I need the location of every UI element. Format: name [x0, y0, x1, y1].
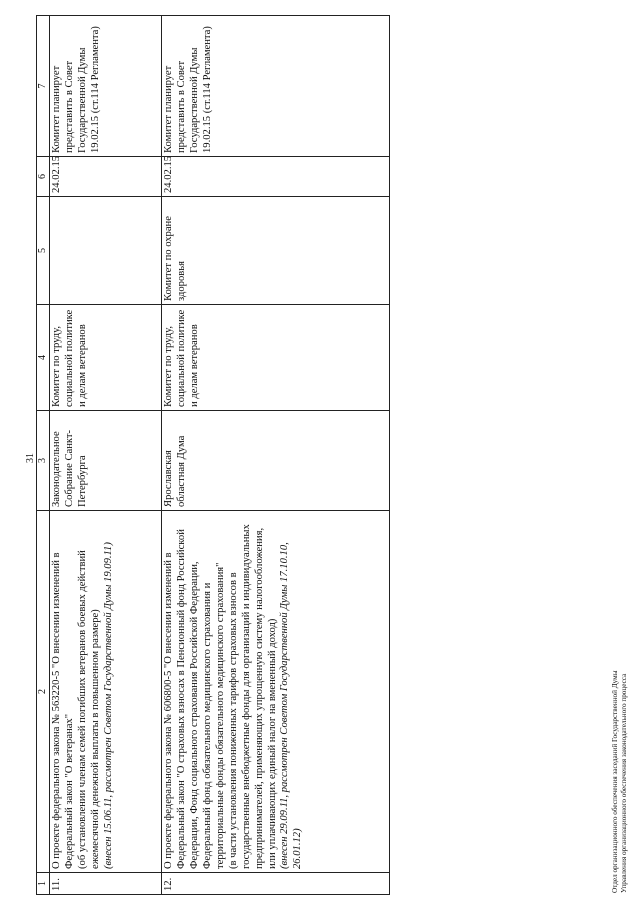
plan-cell: Комитет планирует представить в Совет Государственной Думы 19.02.15 (ст.114 Регламента) [50, 16, 162, 157]
table-row [162, 16, 390, 895]
footer-line: Управления организационного обеспечения законодательного процесса [620, 673, 628, 893]
table-header-row [37, 16, 50, 895]
bill-cell [50, 511, 162, 873]
initiator-cell: Ярославская областная Дума [162, 411, 390, 511]
co-committee-cell [50, 197, 162, 305]
table-row [50, 16, 162, 895]
col-header: 7 [37, 16, 50, 157]
row-number: 12. [162, 873, 390, 895]
bill-title: О проекте федерального закона № 606800-5 "О внесении изменений в Федеральный закон "О страховых взносах в Пенсионный фонд Российской Федерации, Фонд социального страхования Российской Федерации, Федеральный фонд обязательного медицинского страхования и территориальные фонды обязательного медицинского страхования" [163, 529, 226, 869]
row-number: 11. [50, 873, 162, 895]
agenda-table [36, 15, 390, 895]
bill-note: (внесен 15.06.11, рассмотрен Советом Государственной Думы 19.09.11) [102, 542, 114, 869]
initiator-cell: Законодательное Собрание Санкт-Петербурга [50, 411, 162, 511]
committee-cell: Комитет по труду, социальной политике и делам ветеранов [50, 305, 162, 411]
bill-description: (об установлении членам семей погибших ветеранов боевых действий ежемесячной денежной выплаты в повышенном размере) [77, 550, 101, 869]
footer [611, 670, 629, 893]
bill-note: (внесен 29.09.11, рассмотрен Советом Государственной Думы 17.10.10, 26.01.12) [279, 542, 304, 869]
bill-cell [162, 511, 390, 873]
date-cell: 24.02.15 [162, 157, 390, 197]
bill-title: О проекте федерального закона № 563220-5 "О внесении изменений в Федеральный закон "О ветеранах" [51, 552, 76, 869]
col-header: 2 [37, 511, 50, 873]
footer-line: Отдел организационного обеспечения заседаний Государственной Думы [611, 670, 619, 893]
committee-cell: Комитет по труду, социальной политике и делам ветеранов [162, 305, 390, 411]
col-header: 1 [37, 873, 50, 895]
col-header: 5 [37, 197, 50, 305]
page-number: 31 [25, 453, 36, 463]
date-cell: 24.02.15 [50, 157, 162, 197]
co-committee-cell: Комитет по охране здоровья [162, 197, 390, 305]
col-header: 6 [37, 157, 50, 197]
col-header: 3 [37, 411, 50, 511]
plan-cell: Комитет планирует представить в Совет Государственной Думы 19.02.15 (ст.114 Регламента) [162, 16, 390, 157]
bill-description: (в части установления пониженных тарифов страховых взносов в государственные внебюджетные фонды для организаций и индивидуальных предпринимателей, применяющих упрощенную систему налогообложения, или уплачивающих единый налог на вмененный доход) [227, 524, 278, 869]
col-header: 4 [37, 305, 50, 411]
